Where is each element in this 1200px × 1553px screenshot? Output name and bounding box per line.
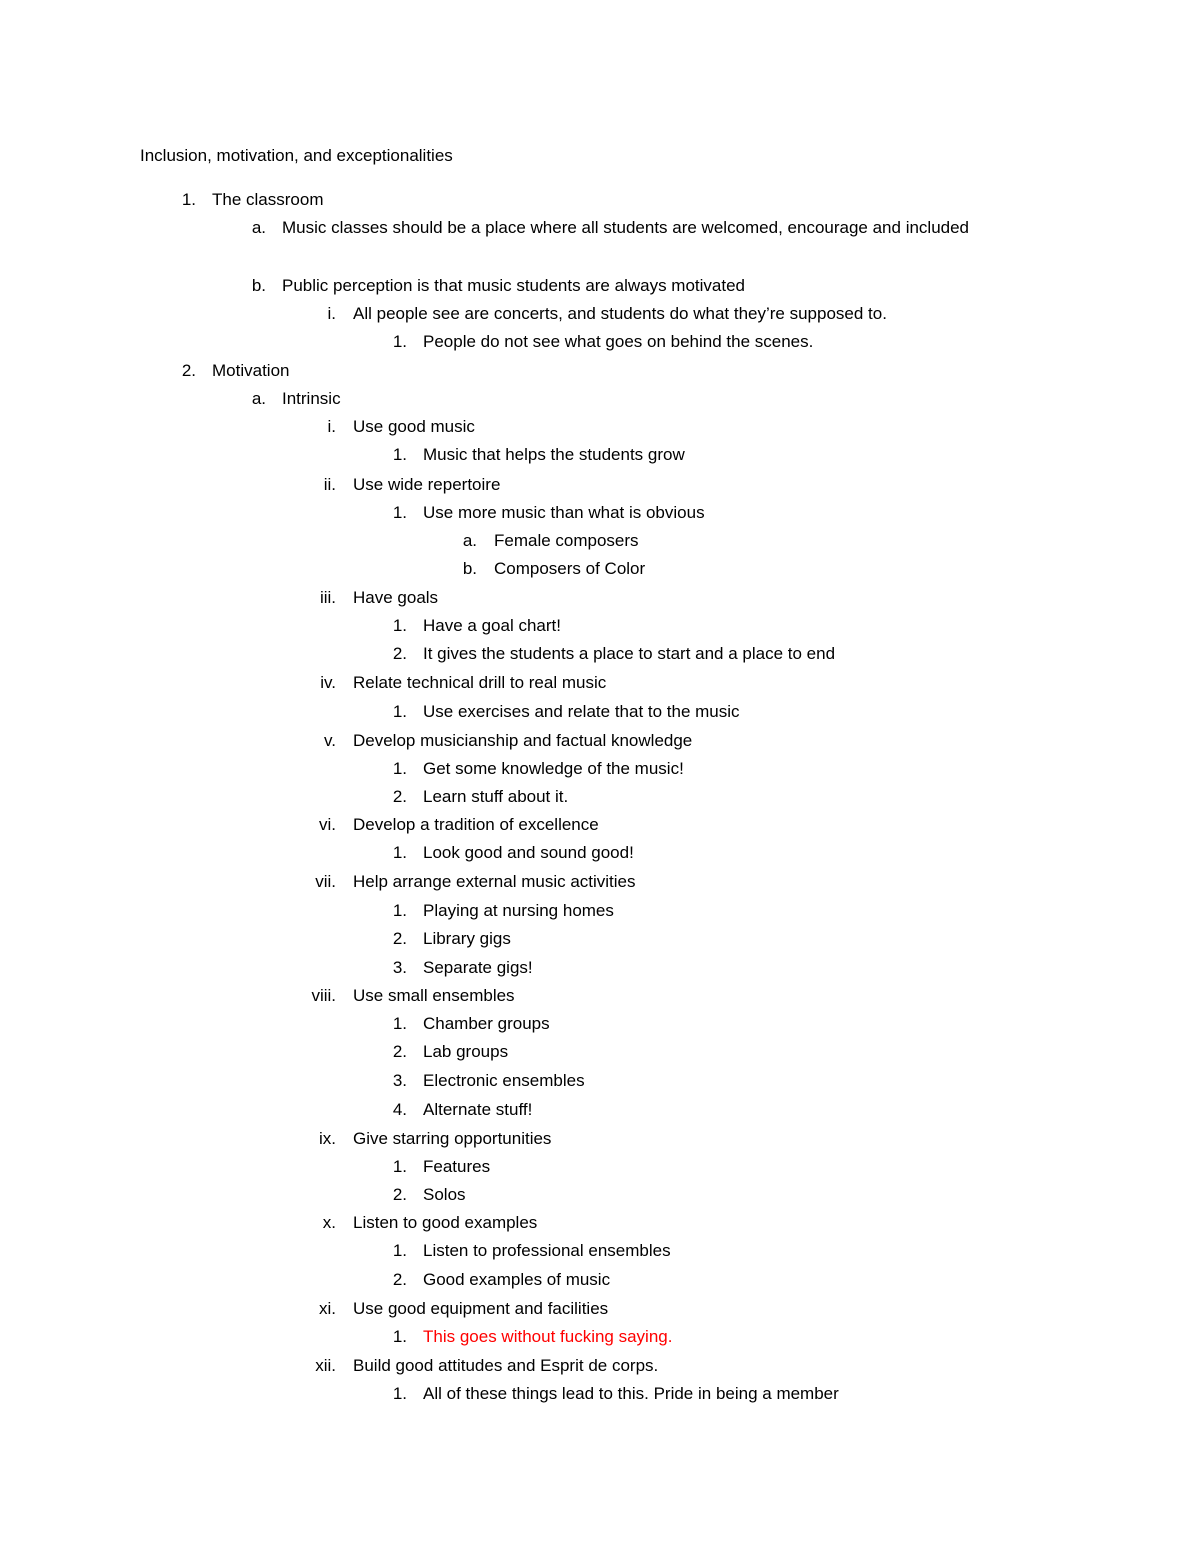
outline-item xyxy=(0,614,1200,638)
outline-item xyxy=(0,785,1200,809)
outline-item-marker: 2. xyxy=(392,1185,407,1204)
outline-item-text: Solos xyxy=(423,1185,466,1204)
outline-item-text: Develop musicianship and factual knowledge xyxy=(353,731,693,750)
outline-item xyxy=(0,1127,1200,1151)
outline-item-marker: 1. xyxy=(392,445,407,464)
outline-item-marker: 2. xyxy=(392,787,407,806)
outline-item xyxy=(0,956,1200,980)
outline-item-text: Listen to good examples xyxy=(353,1213,538,1232)
outline-item-marker: 3. xyxy=(392,1071,407,1090)
outline-item-text: Get some knowledge of the music! xyxy=(423,759,684,778)
outline-item xyxy=(0,1297,1200,1321)
outline-item xyxy=(0,1012,1200,1036)
outline-item-text: Music classes should be a place where all students are welcomed, encourage and included xyxy=(282,218,970,237)
outline-item xyxy=(0,1239,1200,1263)
outline-item-text: Intrinsic xyxy=(282,389,341,408)
outline-item-marker: a. xyxy=(251,389,266,408)
outline-item-marker: 1. xyxy=(392,702,407,721)
outline-item-marker: 1. xyxy=(392,1157,407,1176)
outline-item-marker: iii. xyxy=(319,588,336,607)
outline-item-text: Alternate stuff! xyxy=(423,1100,533,1119)
outline-item-text: Use wide repertoire xyxy=(353,475,501,494)
outline-item-text: Motivation xyxy=(212,361,290,380)
outline-item xyxy=(0,671,1200,695)
outline-item-marker: 2. xyxy=(392,1270,407,1289)
outline-item xyxy=(0,1155,1200,1179)
outline-item xyxy=(0,927,1200,951)
outline-item-marker: a. xyxy=(462,531,477,550)
outline-item-marker: ii. xyxy=(323,475,336,494)
outline-item-marker: iv. xyxy=(320,673,336,692)
outline-item-text: Have a goal chart! xyxy=(423,616,561,635)
outline-item-text: Use exercises and relate that to the music xyxy=(423,702,740,721)
outline-item xyxy=(0,529,1200,553)
outline-item xyxy=(0,1268,1200,1292)
outline-item-text: Use small ensembles xyxy=(353,986,515,1005)
outline-item-text: Develop a tradition of excellence xyxy=(353,815,599,834)
outline-item-marker: b. xyxy=(462,559,477,578)
outline-item-marker: 1. xyxy=(392,901,407,920)
outline-item xyxy=(0,443,1200,467)
outline-item-marker: 1. xyxy=(392,503,407,522)
outline-item xyxy=(0,302,1200,326)
outline-item-marker: viii. xyxy=(311,986,336,1005)
outline-item-marker: 2. xyxy=(392,1042,407,1061)
outline-item-text: Lab groups xyxy=(423,1042,509,1061)
outline-item xyxy=(0,870,1200,894)
outline-item-marker: 3. xyxy=(392,958,407,977)
outline-item xyxy=(0,501,1200,525)
outline-item-text: All of these things lead to this. Pride in being a member xyxy=(423,1384,839,1403)
outline-item xyxy=(0,813,1200,837)
outline-item-text: Help arrange external music activities xyxy=(353,872,636,891)
outline-item xyxy=(0,700,1200,724)
outline-item-text: Look good and sound good! xyxy=(423,843,634,862)
outline-item-marker: vii. xyxy=(315,872,336,891)
outline-item xyxy=(0,757,1200,781)
outline-item-text: Chamber groups xyxy=(423,1014,550,1033)
outline-item-text: It gives the students a place to start and a place to end xyxy=(423,644,836,663)
outline-item-text: Good examples of music xyxy=(423,1270,611,1289)
outline-item-marker: xii. xyxy=(315,1356,336,1375)
outline-item xyxy=(0,1325,1200,1349)
outline-item-text: Build good attitudes and Esprit de corps. xyxy=(353,1356,659,1375)
outline-item-marker: 1. xyxy=(392,332,407,351)
outline-item xyxy=(0,984,1200,1008)
outline-item xyxy=(0,899,1200,923)
outline-item-marker: 2. xyxy=(392,644,407,663)
outline-item xyxy=(0,1211,1200,1235)
outline-item-marker: 2. xyxy=(392,929,407,948)
outline-item xyxy=(0,841,1200,865)
outline-item-text: Listen to professional ensembles xyxy=(423,1241,671,1260)
outline-item xyxy=(0,188,1200,212)
outline-item-marker: i. xyxy=(327,304,336,323)
outline-item-text: Library gigs xyxy=(423,929,511,948)
outline-item-text: Separate gigs! xyxy=(423,958,533,977)
outline-item-marker: ix. xyxy=(319,1129,336,1148)
outline-item-marker: a. xyxy=(251,218,266,237)
outline-item xyxy=(0,216,1200,240)
outline-item-text: People do not see what goes on behind the scenes. xyxy=(423,332,814,351)
outline-item xyxy=(0,274,1200,298)
outline-item-marker: i. xyxy=(327,417,336,436)
outline-item-text: Playing at nursing homes xyxy=(423,901,614,920)
outline-item xyxy=(0,415,1200,439)
outline-item-text: Music that helps the students grow xyxy=(423,445,685,464)
outline-item xyxy=(0,359,1200,383)
outline-item-text: Learn stuff about it. xyxy=(423,787,569,806)
outline-item-marker: x. xyxy=(322,1213,336,1232)
outline-item xyxy=(0,1040,1200,1064)
outline-item-text: Relate technical drill to real music xyxy=(353,673,607,692)
outline-item xyxy=(0,1382,1200,1406)
outline-item-text: Electronic ensembles xyxy=(423,1071,585,1090)
outline-item-text: The classroom xyxy=(212,190,324,209)
outline-item-marker: v. xyxy=(324,731,336,750)
outline-item-marker: 1. xyxy=(392,1384,407,1403)
outline-item-text: Female composers xyxy=(494,531,639,550)
outline-item-marker: 2. xyxy=(181,361,196,380)
outline-item xyxy=(0,557,1200,581)
outline-item-text: This goes without fucking saying. xyxy=(423,1327,673,1346)
outline-item-marker: vi. xyxy=(319,815,336,834)
outline-item-marker: b. xyxy=(251,276,266,295)
outline-item-marker: 1. xyxy=(392,843,407,862)
outline-item-marker: 1. xyxy=(392,1241,407,1260)
outline-item xyxy=(0,330,1200,354)
document-title: Inclusion, motivation, and exceptionalities xyxy=(140,146,453,165)
outline-item xyxy=(0,1183,1200,1207)
outline-item-marker: 1. xyxy=(392,759,407,778)
outline-item xyxy=(0,1354,1200,1378)
outline-item-marker: 1. xyxy=(392,1014,407,1033)
outline-item-text: Use good music xyxy=(353,417,475,436)
outline-item-marker: 1. xyxy=(181,190,196,209)
outline-item xyxy=(0,387,1200,411)
outline-item-text: Features xyxy=(423,1157,491,1176)
outline-item xyxy=(0,473,1200,497)
outline-item-text: Give starring opportunities xyxy=(353,1129,552,1148)
outline-item-marker: 1. xyxy=(392,616,407,635)
outline-item-text: Use more music than what is obvious xyxy=(423,503,705,522)
outline-item-text: Have goals xyxy=(353,588,439,607)
outline-item xyxy=(0,729,1200,753)
outline-item-marker: xi. xyxy=(319,1299,336,1318)
outline-item-text: All people see are concerts, and students do what they’re supposed to. xyxy=(353,304,887,323)
outline-item-text: Use good equipment and facilities xyxy=(353,1299,609,1318)
outline-item xyxy=(0,586,1200,610)
outline-item-marker: 4. xyxy=(392,1100,407,1119)
outline-item-text: Composers of Color xyxy=(494,559,646,578)
outline-item-text: Public perception is that music students are always motivated xyxy=(282,276,746,295)
outline-item xyxy=(0,1098,1200,1122)
outline-item xyxy=(0,642,1200,666)
outline-item-marker: 1. xyxy=(392,1327,407,1346)
outline-item xyxy=(0,1069,1200,1093)
